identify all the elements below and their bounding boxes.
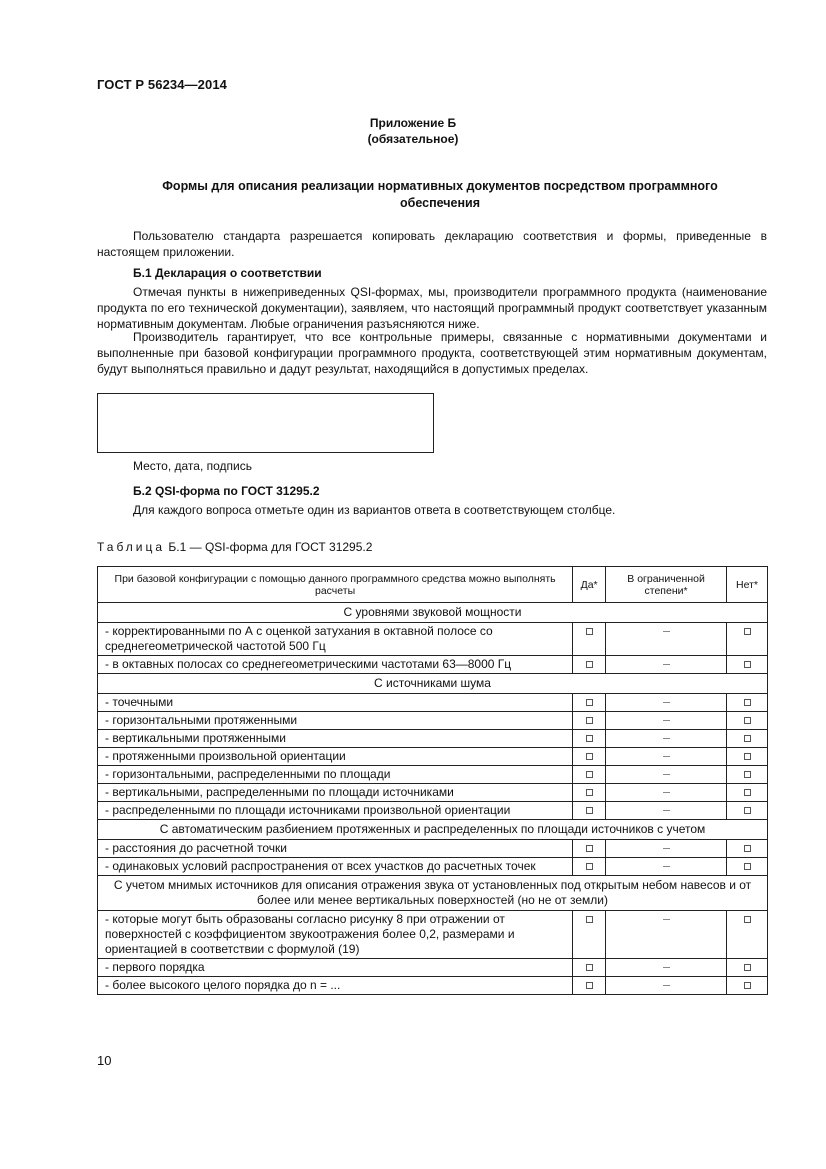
row-question: - горизонтальными, распределенными по площади [98,766,573,784]
answer-limited-cell[interactable] [606,623,727,656]
answer-limited-cell[interactable] [606,712,727,730]
checkbox-icon[interactable] [744,964,751,971]
checkbox-icon[interactable] [744,753,751,760]
table-row [98,784,768,802]
answer-yes-cell[interactable] [573,712,606,730]
answer-limited-cell[interactable] [606,766,727,784]
checkbox-icon[interactable] [744,661,751,668]
document-title: Формы для описания реализации нормативных документов посредством программного обеспечения [162,179,718,210]
page-number: 10 [97,1053,112,1068]
checkbox-icon[interactable] [744,735,751,742]
table-row [98,656,768,674]
answer-limited-cell[interactable] [606,748,727,766]
checkbox-icon[interactable] [663,919,670,923]
table-caption-label: Таблица [97,540,166,554]
checkbox-icon[interactable] [586,916,593,923]
checkbox-icon[interactable] [744,863,751,870]
row-question: - расстояния до расчетной точки [98,840,573,858]
section-heading: С автоматическим разбиением протяженных и распределенных по площади источников с учетом [98,820,768,840]
answer-no-cell[interactable] [727,784,768,802]
section-b2-heading: Б.2 QSI-форма по ГОСТ 31295.2 [133,484,320,498]
row-question: - распределенными по площади источниками произвольной ориентации [98,802,573,820]
row-question: - первого порядка [98,959,573,977]
table-row [98,766,768,784]
answer-limited-cell[interactable] [606,802,727,820]
checkbox-icon[interactable] [586,789,593,796]
section-heading: С уровнями звуковой мощности [98,603,768,623]
answer-no-cell[interactable] [727,977,768,995]
answer-no-cell[interactable] [727,694,768,712]
checkbox-icon[interactable] [586,753,593,760]
header-no: Нет* [727,567,768,603]
checkbox-icon[interactable] [586,699,593,706]
table-section-row [98,603,768,623]
row-question: - вертикальными, распределенными по площади источниками [98,784,573,802]
answer-limited-cell[interactable] [606,840,727,858]
answer-no-cell[interactable] [727,802,768,820]
row-question: - одинаковых условий распространения от всех участков до расчетных точек [98,858,573,876]
header-question: При базовой конфигурации с помощью данного программного средства можно выполнять расчеты [98,567,573,603]
checkbox-icon[interactable] [586,628,593,635]
answer-no-cell[interactable] [727,911,768,959]
checkbox-icon[interactable] [744,628,751,635]
table-caption-text: Б.1 — QSI-форма для ГОСТ 31295.2 [168,540,373,554]
table-row [98,712,768,730]
answer-no-cell[interactable] [727,656,768,674]
answer-no-cell[interactable] [727,766,768,784]
checkbox-icon[interactable] [586,807,593,814]
answer-no-cell[interactable] [727,840,768,858]
signature-caption: Место, дата, подпись [133,459,252,473]
table-row [98,623,768,656]
answer-no-cell[interactable] [727,858,768,876]
row-question: - которые могут быть образованы согласно рисунку 8 при отражении от поверхностей с коэффициентом звукоотражения более 0,2, размерами и ориентацией в соответствии с формулой (19) [98,911,573,959]
checkbox-icon[interactable] [744,916,751,923]
answer-yes-cell[interactable] [573,959,606,977]
answer-yes-cell[interactable] [573,748,606,766]
table-section-row [98,820,768,840]
answer-yes-cell[interactable] [573,840,606,858]
answer-limited-cell[interactable] [606,959,727,977]
answer-limited-cell[interactable] [606,730,727,748]
answer-yes-cell[interactable] [573,656,606,674]
checkbox-icon[interactable] [744,845,751,852]
checkbox-icon[interactable] [663,664,670,668]
checkbox-icon[interactable] [663,985,670,989]
table-row [98,840,768,858]
checkbox-icon[interactable] [586,771,593,778]
checkbox-icon[interactable] [586,735,593,742]
signature-box [97,393,434,453]
row-question: - вертикальными протяженными [98,730,573,748]
appendix-title: Приложение Б [369,116,457,130]
row-question: - корректированными по А с оценкой затухания в октавной полосе со среднегеометрической частотой 500 Гц [98,623,573,656]
checkbox-icon[interactable] [586,863,593,870]
table-row [98,977,768,995]
appendix-status: (обязательное) [367,132,459,146]
answer-yes-cell[interactable] [573,730,606,748]
row-question: - горизонтальными протяженными [98,712,573,730]
header-yes: Да* [573,567,606,603]
table-row [98,802,768,820]
table-header-row [98,567,768,603]
checkbox-icon[interactable] [744,807,751,814]
answer-limited-cell[interactable] [606,656,727,674]
answer-no-cell[interactable] [727,748,768,766]
checkbox-icon[interactable] [744,717,751,724]
header-limited: В ограниченной степени* [606,567,727,603]
answer-limited-cell[interactable] [606,911,727,959]
checkbox-icon[interactable] [663,756,670,760]
table-section-row [98,674,768,694]
answer-no-cell[interactable] [727,712,768,730]
checkbox-icon[interactable] [663,774,670,778]
answer-limited-cell[interactable] [606,977,727,995]
section-b1-heading: Б.1 Декларация о соответствии [133,266,322,280]
answer-limited-cell[interactable] [606,694,727,712]
qsi-form-table [97,566,768,995]
checkbox-icon[interactable] [586,964,593,971]
row-question: - в октавных полосах со среднегеометрическими частотами 63—8000 Гц [98,656,573,674]
checkbox-icon[interactable] [744,982,751,989]
table-row [98,959,768,977]
checkbox-icon[interactable] [744,699,751,706]
b2-paragraph: Для каждого вопроса отметьте один из вариантов ответа в соответствующем столбце. [133,503,616,517]
answer-no-cell[interactable] [727,623,768,656]
answer-no-cell[interactable] [727,730,768,748]
standard-id: ГОСТ Р 56234—2014 [97,77,227,92]
checkbox-icon[interactable] [663,810,670,814]
answer-yes-cell[interactable] [573,623,606,656]
checkbox-icon[interactable] [586,982,593,989]
answer-yes-cell[interactable] [573,858,606,876]
answer-yes-cell[interactable] [573,911,606,959]
answer-limited-cell[interactable] [606,858,727,876]
checkbox-icon[interactable] [744,789,751,796]
row-question: - протяженными произвольной ориентации [98,748,573,766]
table-caption [97,540,372,554]
answer-yes-cell[interactable] [573,766,606,784]
checkbox-icon[interactable] [663,720,670,724]
checkbox-icon[interactable] [663,738,670,742]
table-row [98,748,768,766]
table-row [98,911,768,959]
row-question: - более высокого целого порядка до n = ... [98,977,573,995]
table-section-row [98,876,768,911]
checkbox-icon[interactable] [586,661,593,668]
table-row [98,694,768,712]
table-row [98,730,768,748]
answer-yes-cell[interactable] [573,694,606,712]
answer-yes-cell[interactable] [573,784,606,802]
checkbox-icon[interactable] [663,702,670,706]
table-row [98,858,768,876]
answer-no-cell[interactable] [727,959,768,977]
checkbox-icon[interactable] [744,771,751,778]
checkbox-icon[interactable] [663,848,670,852]
checkbox-icon[interactable] [663,631,670,635]
checkbox-icon[interactable] [663,792,670,796]
intro-paragraph: Пользователю стандарта разрешается копировать декларацию соответствия и формы, приведенные в настоящем приложении. [97,229,767,259]
b1-paragraph-2: Производитель гарантирует, что все контрольные примеры, связанные с нормативными документами и выполненные при базовой конфигурации программного продукта, соответствующей этим нормативным документам, будут выполняться правильно и дадут результат, находящийся в допустимых пределах. [97,330,767,376]
checkbox-icon[interactable] [663,967,670,971]
b1-paragraph-1: Отмечая пункты в нижеприведенных QSI-формах, мы, производители программного продукта (наименование продукта по его технической документации), заявляем, что настоящий программный продукт соответствует указанным нормативным документам. Любые ограничения разъясняются ниже. [97,285,767,331]
row-question: - точечными [98,694,573,712]
section-heading: С источниками шума [98,674,768,694]
checkbox-icon[interactable] [663,866,670,870]
checkbox-icon[interactable] [586,717,593,724]
answer-limited-cell[interactable] [606,784,727,802]
answer-yes-cell[interactable] [573,802,606,820]
section-heading: С учетом мнимых источников для описания отражения звука от установленных под открытым небом навесов и от более или менее вертикальных поверхностей (но не от земли) [98,876,768,911]
checkbox-icon[interactable] [586,845,593,852]
answer-yes-cell[interactable] [573,977,606,995]
